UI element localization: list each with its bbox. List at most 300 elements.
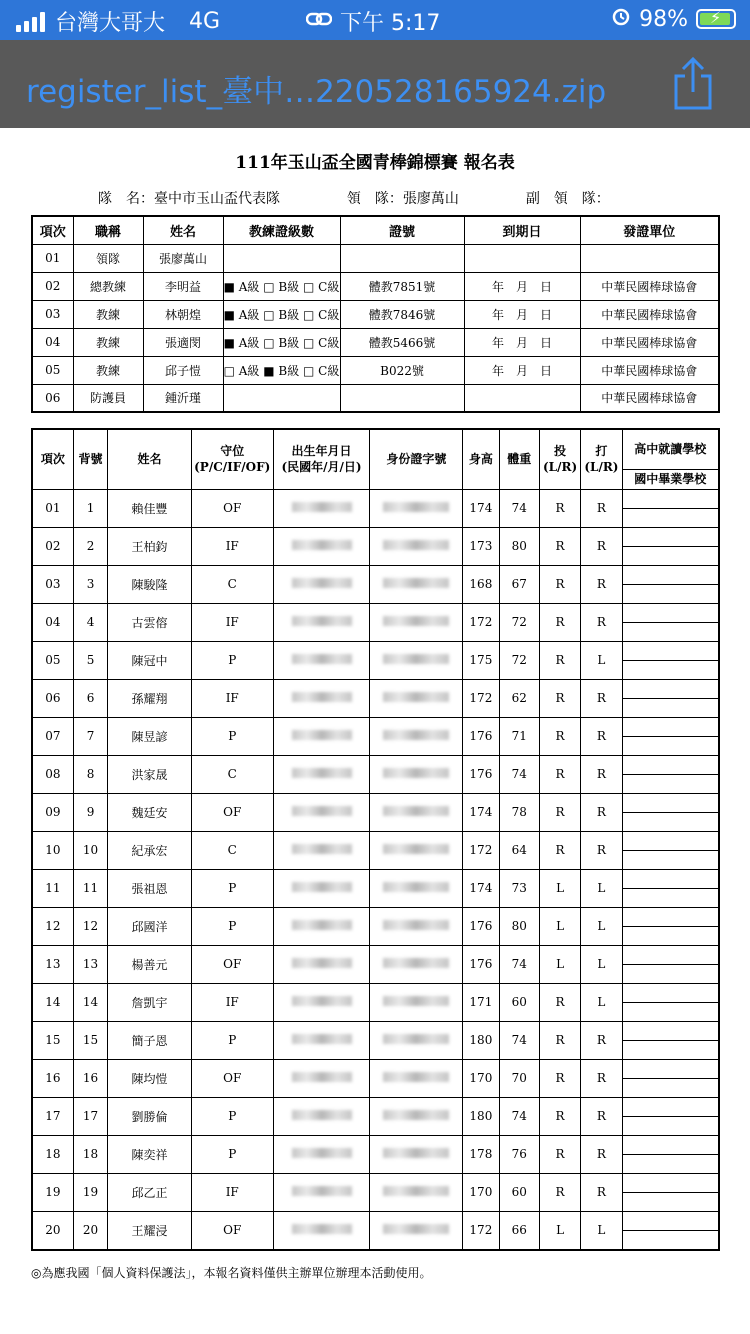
- player-cell-name: 張祖恩: [108, 869, 192, 907]
- player-cell-pos: P: [191, 907, 273, 945]
- player-cell-pos: OF: [191, 1211, 273, 1250]
- player-cell-no: 07: [32, 717, 73, 755]
- redaction-blur: [292, 692, 352, 702]
- player-cell-b: R: [581, 679, 622, 717]
- header-height: 身高: [463, 429, 499, 489]
- school-tiny-text: [623, 566, 718, 584]
- player-cell-name: 楊善元: [108, 945, 192, 983]
- player-cell-t: R: [539, 831, 580, 869]
- player-cell-jersey: 4: [73, 603, 107, 641]
- player-dob-redacted: [273, 1097, 370, 1135]
- player-schools: [622, 831, 719, 869]
- header-junior-high: 國中畢業學校: [622, 469, 719, 489]
- player-cell-name: 陳均愷: [108, 1059, 192, 1097]
- school-tiny-text: [623, 584, 718, 603]
- player-schools: [622, 1097, 719, 1135]
- player-cell-w: 74: [499, 1097, 539, 1135]
- school-tiny-text: [623, 812, 718, 831]
- staff-header-cell: 發證單位: [580, 216, 719, 244]
- player-id-redacted: [370, 1135, 463, 1173]
- player-row: [32, 869, 719, 907]
- player-cell-w: 66: [499, 1211, 539, 1250]
- player-cell-h: 174: [463, 793, 499, 831]
- player-id-redacted: [370, 831, 463, 869]
- player-cell-h: 174: [463, 489, 499, 527]
- player-cell-b: R: [581, 603, 622, 641]
- player-cell-no: 12: [32, 907, 73, 945]
- staff-row: [32, 356, 719, 384]
- player-cell-b: R: [581, 565, 622, 603]
- redaction-blur: [292, 654, 352, 664]
- player-cell-b: L: [581, 1211, 622, 1250]
- player-cell-name: 陳駿隆: [108, 565, 192, 603]
- player-cell-no: 03: [32, 565, 73, 603]
- network-type: 4G: [189, 9, 221, 34]
- staff-cell-no: 03: [32, 300, 73, 328]
- header-position: [191, 429, 273, 489]
- player-dob-redacted: [273, 489, 370, 527]
- header-bat: [581, 429, 622, 489]
- player-cell-name: 紀承宏: [108, 831, 192, 869]
- staff-cell-name: 張適閔: [143, 328, 223, 356]
- player-cell-b: R: [581, 1135, 622, 1173]
- player-cell-t: L: [539, 945, 580, 983]
- redaction-blur: [383, 502, 449, 512]
- staff-cell-issuer: [580, 244, 719, 272]
- player-cell-t: L: [539, 907, 580, 945]
- staff-table: [31, 215, 720, 413]
- player-cell-jersey: 2: [73, 527, 107, 565]
- staff-cell-issuer: 中華民國棒球協會: [580, 328, 719, 356]
- player-cell-t: R: [539, 1097, 580, 1135]
- staff-header-cell: 職稱: [73, 216, 143, 244]
- staff-row: [32, 328, 719, 356]
- status-bar: [0, 0, 750, 40]
- player-cell-name: 劉勝倫: [108, 1097, 192, 1135]
- document-page: [0, 128, 750, 1334]
- leader-name: 張廖萬山: [402, 191, 459, 207]
- redaction-blur: [383, 730, 449, 740]
- redaction-blur: [383, 654, 449, 664]
- player-cell-t: R: [539, 679, 580, 717]
- staff-cell-level: [223, 384, 340, 412]
- player-row: [32, 793, 719, 831]
- player-row: [32, 1059, 719, 1097]
- carrier-info: [16, 6, 220, 37]
- player-cell-no: 04: [32, 603, 73, 641]
- player-cell-b: L: [581, 869, 622, 907]
- player-cell-t: R: [539, 603, 580, 641]
- player-schools: [622, 1173, 719, 1211]
- player-cell-name: 詹凱宇: [108, 983, 192, 1021]
- redaction-blur: [383, 578, 449, 588]
- player-dob-redacted: [273, 793, 370, 831]
- redaction-blur: [383, 1186, 449, 1196]
- school-tiny-text: [623, 888, 718, 907]
- player-cell-no: 17: [32, 1097, 73, 1135]
- signal-icon: [16, 12, 45, 32]
- file-name: register_list_臺中…220528165924.zip: [26, 74, 607, 110]
- player-cell-h: 176: [463, 717, 499, 755]
- player-dob-redacted: [273, 831, 370, 869]
- redaction-blur: [292, 540, 352, 550]
- player-id-redacted: [370, 679, 463, 717]
- redaction-blur: [292, 502, 352, 512]
- player-cell-t: R: [539, 1059, 580, 1097]
- school-tiny-text: [623, 622, 718, 641]
- player-cell-pos: P: [191, 1135, 273, 1173]
- player-id-redacted: [370, 793, 463, 831]
- player-id-redacted: [370, 1059, 463, 1097]
- player-cell-h: 172: [463, 831, 499, 869]
- school-tiny-text: [623, 1154, 718, 1173]
- player-cell-b: R: [581, 831, 622, 869]
- player-cell-h: 170: [463, 1059, 499, 1097]
- player-cell-t: R: [539, 527, 580, 565]
- redaction-blur: [383, 844, 449, 854]
- staff-cell-issuer: 中華民國棒球協會: [580, 272, 719, 300]
- player-cell-no: 10: [32, 831, 73, 869]
- player-cell-t: R: [539, 1173, 580, 1211]
- player-cell-w: 74: [499, 1021, 539, 1059]
- staff-header-cell: 姓名: [143, 216, 223, 244]
- player-cell-pos: OF: [191, 1059, 273, 1097]
- player-cell-h: 172: [463, 603, 499, 641]
- player-cell-pos: P: [191, 1021, 273, 1059]
- school-tiny-text: [623, 1002, 718, 1021]
- player-cell-name: 孫耀翔: [108, 679, 192, 717]
- staff-cell-title: 防護員: [73, 384, 143, 412]
- player-cell-no: 06: [32, 679, 73, 717]
- staff-cell-expiry: [464, 384, 580, 412]
- redaction-blur: [292, 616, 352, 626]
- staff-cell-cert: 體教7851號: [340, 272, 464, 300]
- player-cell-jersey: 19: [73, 1173, 107, 1211]
- player-cell-jersey: 11: [73, 869, 107, 907]
- redaction-blur: [292, 768, 352, 778]
- staff-cell-no: 06: [32, 384, 73, 412]
- redaction-blur: [292, 920, 352, 930]
- player-cell-b: L: [581, 945, 622, 983]
- school-tiny-text: [623, 736, 718, 755]
- player-cell-name: 洪家晟: [108, 755, 192, 793]
- player-id-redacted: [370, 641, 463, 679]
- player-id-redacted: [370, 565, 463, 603]
- player-cell-b: L: [581, 983, 622, 1021]
- staff-cell-title: 教練: [73, 356, 143, 384]
- player-cell-h: 172: [463, 679, 499, 717]
- player-cell-t: R: [539, 489, 580, 527]
- player-id-redacted: [370, 907, 463, 945]
- player-cell-b: R: [581, 1059, 622, 1097]
- school-tiny-text: [623, 508, 718, 527]
- player-cell-w: 74: [499, 489, 539, 527]
- leader-label: 領 隊：: [346, 191, 403, 207]
- player-header-row: [32, 429, 719, 469]
- player-cell-h: 176: [463, 907, 499, 945]
- player-cell-w: 60: [499, 1173, 539, 1211]
- player-id-redacted: [370, 869, 463, 907]
- staff-header-cell: 項次: [32, 216, 73, 244]
- player-cell-name: 陳冠中: [108, 641, 192, 679]
- player-schools: [622, 945, 719, 983]
- school-tiny-text: [623, 1022, 718, 1040]
- player-dob-redacted: [273, 641, 370, 679]
- staff-cell-name: 林朝煌: [143, 300, 223, 328]
- staff-cell-level: ■ A級 □ B級 □ C級: [223, 272, 340, 300]
- player-cell-w: 73: [499, 869, 539, 907]
- player-id-redacted: [370, 1173, 463, 1211]
- school-tiny-text: [623, 908, 718, 926]
- school-tiny-text: [623, 698, 718, 717]
- player-cell-w: 72: [499, 641, 539, 679]
- redaction-blur: [292, 1224, 352, 1234]
- redaction-blur: [383, 1148, 449, 1158]
- player-cell-w: 74: [499, 755, 539, 793]
- school-tiny-text: [623, 850, 718, 869]
- staff-cell-no: 05: [32, 356, 73, 384]
- share-icon[interactable]: [670, 56, 716, 110]
- clock-area: [306, 6, 440, 37]
- staff-row: [32, 244, 719, 272]
- player-cell-w: 70: [499, 1059, 539, 1097]
- player-row: [32, 565, 719, 603]
- player-cell-jersey: 3: [73, 565, 107, 603]
- school-tiny-text: [623, 680, 718, 698]
- player-row: [32, 1135, 719, 1173]
- battery-icon: ⚡: [696, 9, 736, 29]
- staff-cell-title: 教練: [73, 300, 143, 328]
- school-tiny-text: [623, 1136, 718, 1154]
- player-row: [32, 945, 719, 983]
- player-cell-b: R: [581, 489, 622, 527]
- player-cell-t: R: [539, 717, 580, 755]
- player-cell-jersey: 1: [73, 489, 107, 527]
- staff-cell-issuer: 中華民國棒球協會: [580, 356, 719, 384]
- staff-cell-title: 總教練: [73, 272, 143, 300]
- school-tiny-text: [623, 1078, 718, 1097]
- school-tiny-text: [623, 1212, 718, 1230]
- player-dob-redacted: [273, 1059, 370, 1097]
- player-id-redacted: [370, 603, 463, 641]
- header-dob-label: 出生年月日: [291, 444, 352, 459]
- redaction-blur: [292, 1110, 352, 1120]
- player-schools: [622, 1211, 719, 1250]
- header-position-label: 守位: [220, 444, 245, 459]
- header-dob: [273, 429, 370, 489]
- player-row: [32, 1211, 719, 1250]
- player-cell-pos: P: [191, 717, 273, 755]
- player-dob-redacted: [273, 717, 370, 755]
- redaction-blur: [383, 958, 449, 968]
- player-row: [32, 1097, 719, 1135]
- player-row: [32, 717, 719, 755]
- redaction-blur: [292, 958, 352, 968]
- player-cell-w: 71: [499, 717, 539, 755]
- redaction-blur: [383, 882, 449, 892]
- player-cell-t: R: [539, 641, 580, 679]
- player-cell-w: 62: [499, 679, 539, 717]
- player-cell-t: R: [539, 755, 580, 793]
- player-dob-redacted: [273, 527, 370, 565]
- footnote: ◎為應我國「個人資料保護法」，本報名資料僅供主辦單位辦理本活動使用。: [31, 1266, 432, 1280]
- player-cell-b: R: [581, 1173, 622, 1211]
- player-row: [32, 489, 719, 527]
- player-row: [32, 1173, 719, 1211]
- header-high-school: 高中就讀學校: [622, 429, 719, 469]
- player-cell-name: 陳奕祥: [108, 1135, 192, 1173]
- player-cell-pos: P: [191, 869, 273, 907]
- staff-cell-cert: 體教5466號: [340, 328, 464, 356]
- school-tiny-text: [623, 718, 718, 736]
- player-cell-no: 11: [32, 869, 73, 907]
- player-dob-redacted: [273, 869, 370, 907]
- player-cell-pos: IF: [191, 1173, 273, 1211]
- player-cell-name: 邱乙正: [108, 1173, 192, 1211]
- player-cell-pos: OF: [191, 945, 273, 983]
- redaction-blur: [383, 1072, 449, 1082]
- player-dob-redacted: [273, 983, 370, 1021]
- player-dob-redacted: [273, 1135, 370, 1173]
- player-schools: [622, 565, 719, 603]
- player-row: [32, 527, 719, 565]
- staff-cell-level: ■ A級 □ B級 □ C級: [223, 300, 340, 328]
- staff-cell-expiry: 年 月 日: [464, 272, 580, 300]
- link-icon: [306, 9, 332, 34]
- staff-cell-level: ■ A級 □ B級 □ C級: [223, 328, 340, 356]
- player-cell-h: 176: [463, 945, 499, 983]
- player-cell-pos: IF: [191, 983, 273, 1021]
- player-cell-b: R: [581, 793, 622, 831]
- player-cell-pos: P: [191, 641, 273, 679]
- staff-cell-no: 04: [32, 328, 73, 356]
- player-row: [32, 755, 719, 793]
- redaction-blur: [292, 1148, 352, 1158]
- player-cell-no: 02: [32, 527, 73, 565]
- header-throw: [539, 429, 580, 489]
- player-id-redacted: [370, 755, 463, 793]
- school-tiny-text: [623, 1116, 718, 1135]
- player-cell-h: 172: [463, 1211, 499, 1250]
- player-cell-name: 邱國洋: [108, 907, 192, 945]
- battery-percent: 98%: [639, 6, 688, 32]
- team-label: 隊 名：: [98, 191, 154, 207]
- player-schools: [622, 869, 719, 907]
- staff-row: [32, 272, 719, 300]
- header-throw-sub: (L/R): [542, 460, 578, 475]
- player-schools: [622, 717, 719, 755]
- player-cell-t: L: [539, 869, 580, 907]
- player-dob-redacted: [273, 679, 370, 717]
- player-cell-t: L: [539, 1211, 580, 1250]
- status-time: 下午 5:17: [340, 11, 441, 36]
- header-jersey: 背號: [73, 429, 107, 489]
- player-cell-h: 180: [463, 1021, 499, 1059]
- staff-cell-issuer: 中華民國棒球協會: [580, 384, 719, 412]
- vice-leader-label: 副 領 隊：: [525, 191, 610, 207]
- player-cell-b: R: [581, 527, 622, 565]
- school-tiny-text: [623, 1098, 718, 1116]
- school-tiny-text: [623, 660, 718, 679]
- player-cell-w: 80: [499, 907, 539, 945]
- player-cell-name: 王耀浸: [108, 1211, 192, 1250]
- player-cell-w: 74: [499, 945, 539, 983]
- staff-header-row: [32, 216, 719, 244]
- player-row: [32, 907, 719, 945]
- player-id-redacted: [370, 983, 463, 1021]
- player-cell-jersey: 20: [73, 1211, 107, 1250]
- redaction-blur: [292, 1186, 352, 1196]
- player-cell-no: 05: [32, 641, 73, 679]
- player-cell-name: 古雲傛: [108, 603, 192, 641]
- staff-cell-cert: B022號: [340, 356, 464, 384]
- alarm-icon: [611, 6, 631, 32]
- team-name: 臺中市玉山盃代表隊: [154, 191, 280, 207]
- player-dob-redacted: [273, 755, 370, 793]
- school-tiny-text: [623, 1060, 718, 1078]
- school-tiny-text: [623, 490, 718, 508]
- staff-cell-issuer: 中華民國棒球協會: [580, 300, 719, 328]
- redaction-blur: [383, 1110, 449, 1120]
- header-bat-label: 打: [595, 444, 608, 459]
- school-tiny-text: [623, 832, 718, 850]
- player-cell-no: 20: [32, 1211, 73, 1250]
- player-cell-h: 170: [463, 1173, 499, 1211]
- player-cell-jersey: 10: [73, 831, 107, 869]
- redaction-blur: [383, 540, 449, 550]
- player-cell-pos: C: [191, 565, 273, 603]
- player-row: [32, 983, 719, 1021]
- staff-cell-expiry: [464, 244, 580, 272]
- player-cell-jersey: 17: [73, 1097, 107, 1135]
- player-cell-pos: IF: [191, 603, 273, 641]
- player-cell-w: 76: [499, 1135, 539, 1173]
- school-tiny-text: [623, 964, 718, 983]
- player-cell-jersey: 15: [73, 1021, 107, 1059]
- staff-cell-level: □ A級 ■ B級 □ C級: [223, 356, 340, 384]
- player-row: [32, 603, 719, 641]
- player-cell-w: 67: [499, 565, 539, 603]
- player-cell-name: 魏廷安: [108, 793, 192, 831]
- player-cell-no: 15: [32, 1021, 73, 1059]
- player-cell-w: 60: [499, 983, 539, 1021]
- player-cell-b: L: [581, 641, 622, 679]
- header-position-sub: (P/C/IF/OF): [194, 460, 271, 475]
- player-cell-pos: IF: [191, 679, 273, 717]
- staff-cell-no: 02: [32, 272, 73, 300]
- school-tiny-text: [623, 870, 718, 888]
- player-cell-jersey: 14: [73, 983, 107, 1021]
- redaction-blur: [383, 996, 449, 1006]
- player-cell-no: 16: [32, 1059, 73, 1097]
- player-cell-no: 09: [32, 793, 73, 831]
- player-schools: [622, 603, 719, 641]
- staff-cell-name: 鍾沂瑾: [143, 384, 223, 412]
- redaction-blur: [292, 1072, 352, 1082]
- player-cell-jersey: 8: [73, 755, 107, 793]
- player-cell-pos: C: [191, 755, 273, 793]
- staff-cell-title: 教練: [73, 328, 143, 356]
- player-cell-no: 18: [32, 1135, 73, 1173]
- player-cell-h: 180: [463, 1097, 499, 1135]
- player-schools: [622, 489, 719, 527]
- player-id-redacted: [370, 717, 463, 755]
- player-cell-w: 78: [499, 793, 539, 831]
- school-tiny-text: [623, 926, 718, 945]
- player-dob-redacted: [273, 945, 370, 983]
- redaction-blur: [383, 1224, 449, 1234]
- school-tiny-text: [623, 774, 718, 793]
